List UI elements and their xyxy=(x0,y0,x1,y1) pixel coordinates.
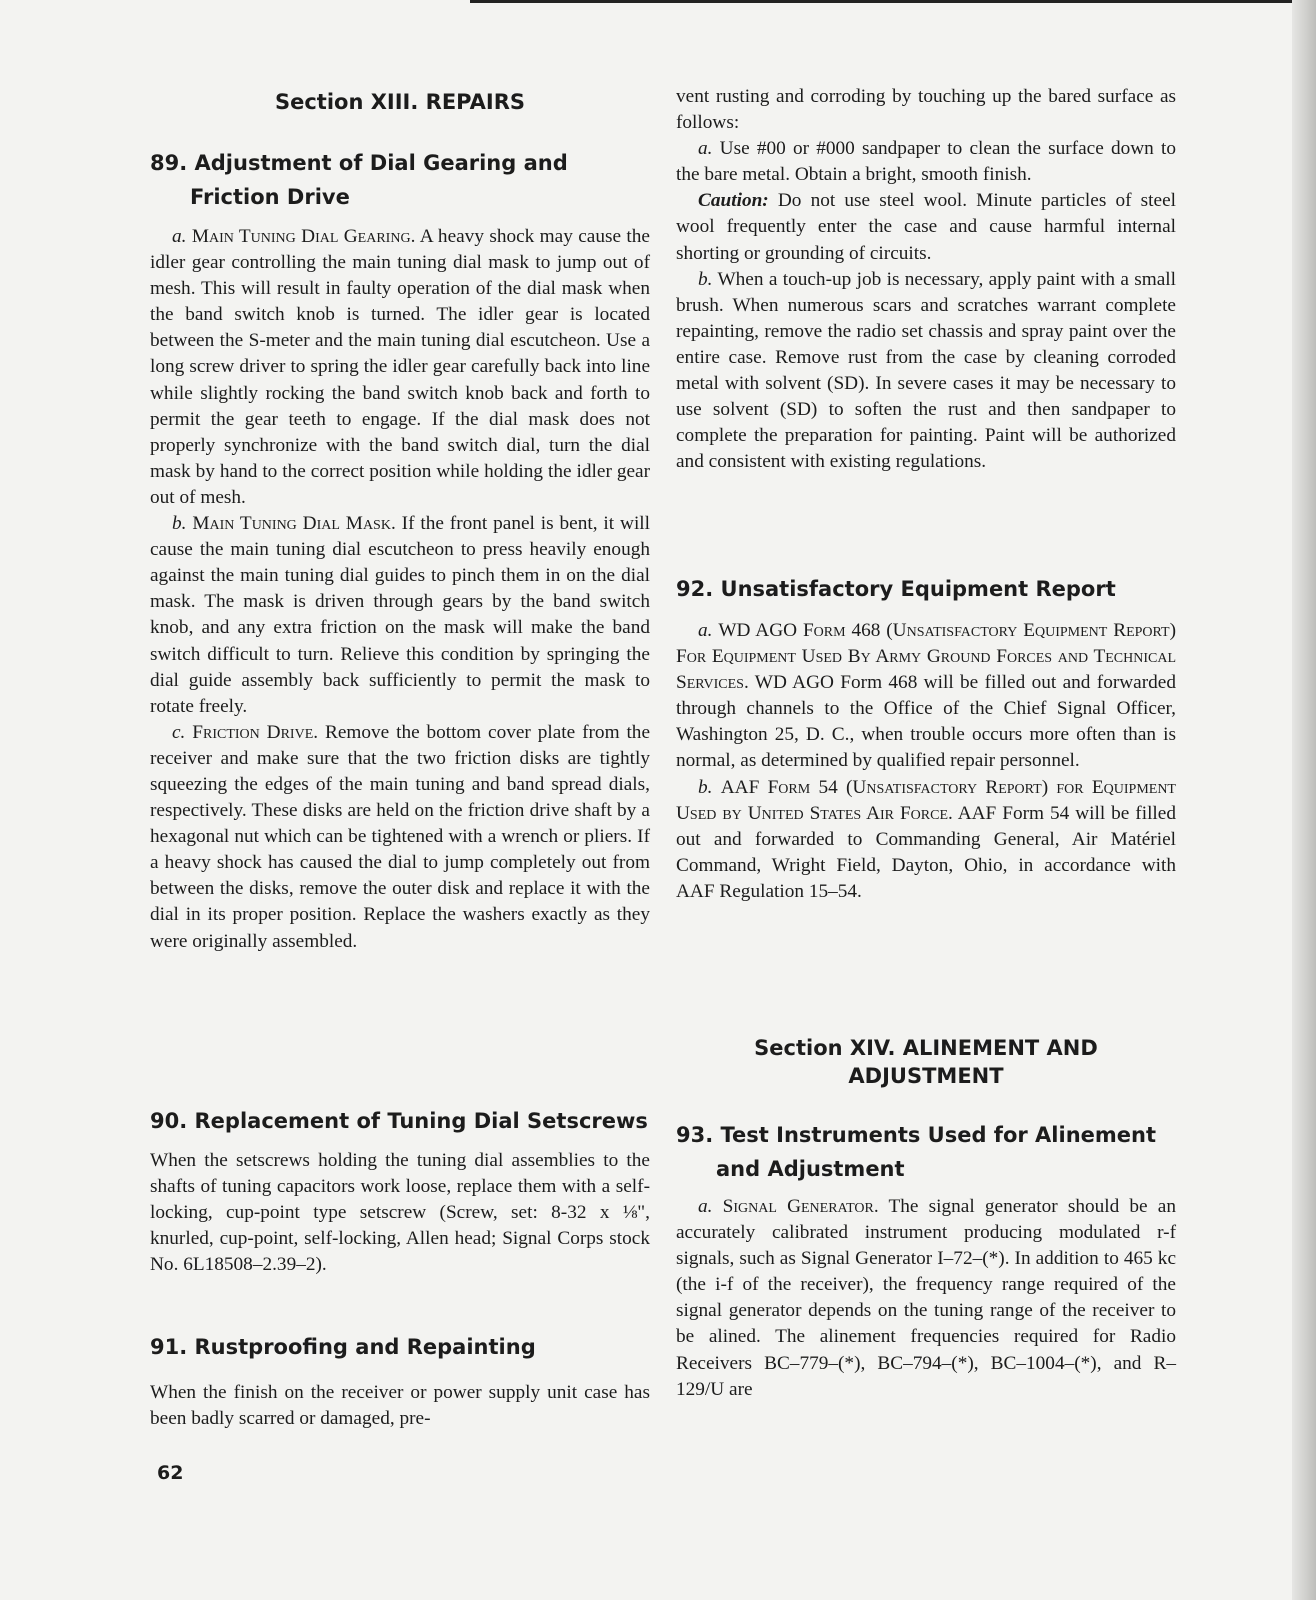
caution-note: Caution: Do not use steel wool. Minute particles of steel wool frequently enter the case and cause harmful internal shorting or grounding of circuits. xyxy=(676,190,1176,264)
paragraph-92-heading: 92. Unsatisfactory Equipment Report xyxy=(676,577,1116,601)
section-heading-repairs: Section XIII. REPAIRS xyxy=(274,90,525,114)
paragraph-89c-title: Friction Drive. xyxy=(192,721,319,743)
paragraph-91-body: When the finish on the receiver or power supply unit case has been badly scarred or damaged, pre- xyxy=(150,1382,650,1430)
paragraph-93a-title: Signal Generator. xyxy=(722,1196,879,1217)
paragraph-90-body: When the setscrews holding the tuning dial assemblies to the shafts of tuning capacitors work loose, replace them with a self-locking, cup-point type setscrew (Screw, set: 8-32 x ⅛", knurled, cup-point, self-locking, Allen head; Signal Corps stock No. 6L18508–2.39–2). xyxy=(150,1150,650,1276)
paragraph-91a: a. Use #00 or #000 sandpaper to clean the surface down to the bare metal. Obtain a bright, smooth finish. xyxy=(676,138,1176,186)
paragraph-89-body xyxy=(150,224,650,955)
section-heading-alinement: Section XIV. ALINEMENT AND ADJUSTMENT xyxy=(754,1036,1098,1088)
paragraph-91-continued: vent rusting and corroding by touching up the bared surface as follows: a. Use #00 or #000 sandpaper to clean the surface down to the bare metal. Obtain a bright, smooth finish. Caution: Do not use steel wool. Minute particles of steel wool frequently enter the case and cause harmful internal shorting or grounding of circuits. b. When a touch-up job is necessary, apply paint with a small brush. When numerous scars and scratches warrant complete repainting, remove the radio set chassis and spray paint over the entire case. Remove rust from the case by cleaning corroded metal with solvent (SD). In severe cases it may be necessary to use solvent (SD) to soften the rust and then sandpaper to complete the preparation for painting. Paint will be authorized and consistent with existing regulations. xyxy=(676,84,1176,475)
paragraph-92b-title: AAF Form 54 (Unsatisfactory Report) for Equipment Used by United States Air Force. xyxy=(676,776,1176,824)
paragraph-89a-title: Main Tuning Dial Gearing. xyxy=(191,226,416,247)
page-edge-shadow xyxy=(1292,0,1316,1600)
page-number: 62 xyxy=(157,1462,184,1484)
paragraph-89a: a. Main Tuning Dial Gearing. A heavy shock may cause the idler gear controlling the main tuning dial mask to jump out of mesh. This will result in faulty operation of the dial mask when the band switch knob is turned. The idler gear is located between the S-meter and the main tuning dial escutcheon. Use a long screw driver to spring the idler gear carefully back into line while slightly rocking the band switch knob back and forth to permit the gear teeth to engage. If the dial mask does not properly synchronize with the band switch dial, turn the dial mask by hand to the correct position while holding the idler gear out of mesh. xyxy=(150,226,650,508)
paragraph-92b: b. AAF Form 54 (Unsatisfactory Report) for Equipment Used by United States Air Force. AAF Form 54 will be filled out and forwarded to Commanding General, Air Matériel Command, Wright Field, Dayton, Ohio, in accordance with AAF Regulation 15–54. xyxy=(676,776,1176,902)
paragraph-93-heading: 93. Test Instruments Used for Alinement and Adjustment xyxy=(676,1123,1156,1181)
paragraph-91-heading: 91. Rustproofing and Repainting xyxy=(150,1335,536,1359)
top-rule xyxy=(470,0,1300,3)
paragraph-89b: b. Main Tuning Dial Mask. If the front panel is bent, it will cause the main tuning dial escutcheon to press heavily enough against the main tuning dial guides to pinch them in on the dial mask. The mask is driven through gears by the band switch knob, and any extra friction on the mask will make the band switch difficult to turn. Relieve this condition by springing the dial guide assembly back sufficiently to permit the mask to rotate freely. xyxy=(150,513,651,717)
paragraph-89c: c. Friction Drive. Remove the bottom cover plate from the receiver and make sure that the two friction disks are tightly squeezing the edges of the main tuning and band spread dials, respectively. These disks are held on the friction drive shaft by a hexagonal nut which can be tightened with a wrench or pliers. If a heavy shock has caused the dial to jump completely out from between the disks, remove the outer disk and replace it with the dial in its proper position. Replace the washers exactly as they were originally assembled. xyxy=(150,721,651,952)
caution-label: Caution: xyxy=(698,190,769,212)
paragraph-89-heading: 89. Adjustment of Dial Gearing and Friction Drive xyxy=(150,151,568,209)
paragraph-93a: a. Signal Generator. The signal generator should be an accurately calibrated instrument producing modulated r-f signals, such as Signal Generator I–72–(*). In addition to 465 kc (the i-f of the receiver), the frequency range required of the signal generator depends on the tuning range of the receiver to be alined. The alinement frequencies required for Radio Receivers BC–779–(*), BC–794–(*), BC–1004–(*), and R–129/U are xyxy=(676,1196,1176,1400)
paragraph-93-body xyxy=(676,1194,1176,1403)
paragraph-89b-title: Main Tuning Dial Mask. xyxy=(192,513,396,535)
paragraph-91b: b. When a touch-up job is necessary, apply paint with a small brush. When numerous scars and scratches warrant complete repainting, remove the radio set chassis and spray paint over the entire case. Remove rust from the case by cleaning corroded metal with solvent (SD). In severe cases it may be necessary to use solvent (SD) to soften the rust and then sandpaper to complete the preparation for painting. Paint will be authorized and consistent with existing regulations. xyxy=(676,268,1176,473)
paragraph-92a-title: WD AGO Form 468 (Unsatisfactory Equipment Report) For Equipment Used By Army Ground Forces and Technical Services. xyxy=(676,620,1176,694)
paragraph-92-body xyxy=(676,618,1176,905)
paragraph-92a: a. WD AGO Form 468 (Unsatisfactory Equipment Report) For Equipment Used By Army Ground Forces and Technical Services. WD AGO Form 468 will be filled out and forwarded through channels to the Office of the Chief Signal Officer, Washington 25, D. C., when trouble occurs more often than is normal, as determined by qualified repair personnel. xyxy=(676,620,1176,772)
paragraph-90-heading: 90. Replacement of Tuning Dial Setscrews xyxy=(150,1109,648,1133)
